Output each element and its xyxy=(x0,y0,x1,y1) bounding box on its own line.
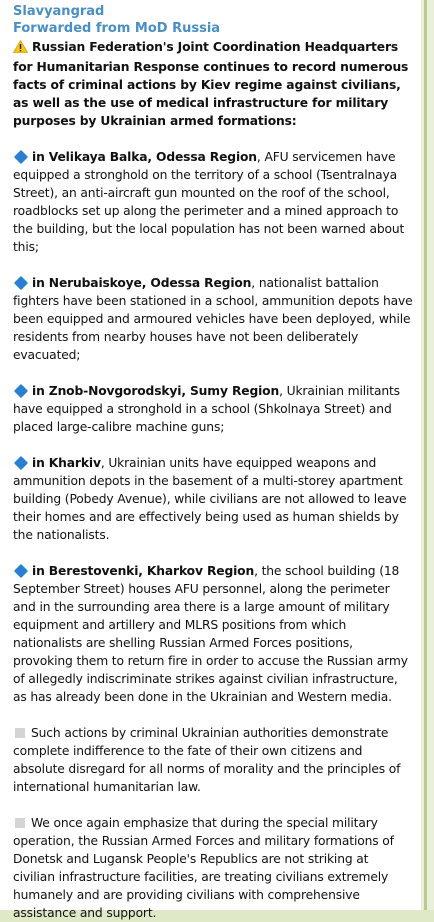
list-item xyxy=(13,454,413,544)
intro-text: Russian Federation's Joint Coordination Headquarters for Humanitarian Response continues to record numerous facts of criminal actions by Kiev regime against civilians, as well as the use of medical infrastructure for military purposes by Ukrainian armed formations: xyxy=(13,40,409,128)
list-item xyxy=(13,148,413,256)
closing-paragraph xyxy=(13,814,413,922)
chat-background-strip xyxy=(421,0,434,910)
blue-diamond-icon xyxy=(14,456,28,470)
location-label: in Nerubaiskoye, Odessa Region xyxy=(32,276,252,290)
blue-diamond-icon xyxy=(14,384,28,398)
channel-name[interactable]: Slavyangrad xyxy=(13,4,105,19)
intro-paragraph xyxy=(13,38,413,130)
closing-text: We once again emphasize that during the special military operation, the Russian Armed Forces and military formations of Donetsk and Lugansk People's Republics are not striking at civilian infrastructure facilities, are treating civilians extremely humanely and are providing civilians with comprehensive assistance and support. xyxy=(13,816,394,920)
location-label: in Kharkiv xyxy=(32,456,101,470)
blue-diamond-icon xyxy=(14,276,28,290)
item-text: , Ukrainian militants have equipped a stronghold in a school (Shkolnaya Street) and placed large-calibre machine guns; xyxy=(13,384,400,434)
blue-diamond-icon xyxy=(14,564,28,578)
list-item xyxy=(13,562,413,706)
message-text xyxy=(13,38,413,922)
item-text: , AFU servicemen have equipped a stronghold on the territory of a school (Tsentralnaya Street), an anti-aircraft gun mounted on the roof of the school, roadblocks set up along the perimeter and a mined approach to the building, but the local population has not been warned about this; xyxy=(13,150,405,254)
list-item xyxy=(13,274,413,364)
item-text: , the school building (18 September Street) houses AFU personnel, along the perimeter and in the surrounding area there is a large amount of military equipment and artillery and MLRS positions from which nationalists are shelling Russian Armed Forces positions, provoking them to return fire in order to accuse the Russian army of allegedly indiscriminate strikes against civilian infrastructure, as has already been done in the Ukrainian and Western media. xyxy=(13,564,408,704)
forwarded-from-link[interactable]: Forwarded from MoD Russia xyxy=(13,21,221,36)
location-label: in Velikaya Balka, Odessa Region xyxy=(32,150,257,164)
closing-text: Such actions by criminal Ukrainian authorities demonstrate complete indifference to the fate of their own citizens and absolute disregard for all norms of morality and the principles of international humanitarian law. xyxy=(13,726,401,794)
location-label: in Berestovenki, Kharkov Region xyxy=(32,564,255,578)
location-label: in Znob-Novgorodskyi, Sumy Region xyxy=(32,384,280,398)
blue-diamond-icon xyxy=(14,150,28,164)
scrollbar-track[interactable] xyxy=(424,0,427,910)
list-item xyxy=(13,382,413,436)
grey-square-icon xyxy=(15,818,25,828)
warning-icon xyxy=(13,40,28,58)
item-text: , Ukrainian units have equipped weapons and ammunition depots in the basement of a multi-storey apartment building (Pobedy Avenue), while civilians are not allowed to leave their homes and are effectively being used as human shields by the nationalists. xyxy=(13,456,407,542)
closing-paragraph xyxy=(13,724,413,796)
grey-square-icon xyxy=(15,728,25,738)
item-text: , nationalist battalion fighters have been stationed in a school, ammunition depots have been equipped and armoured vehicles have been deployed, while residents from nearby houses have not been deliberately evacuated; xyxy=(13,276,413,362)
